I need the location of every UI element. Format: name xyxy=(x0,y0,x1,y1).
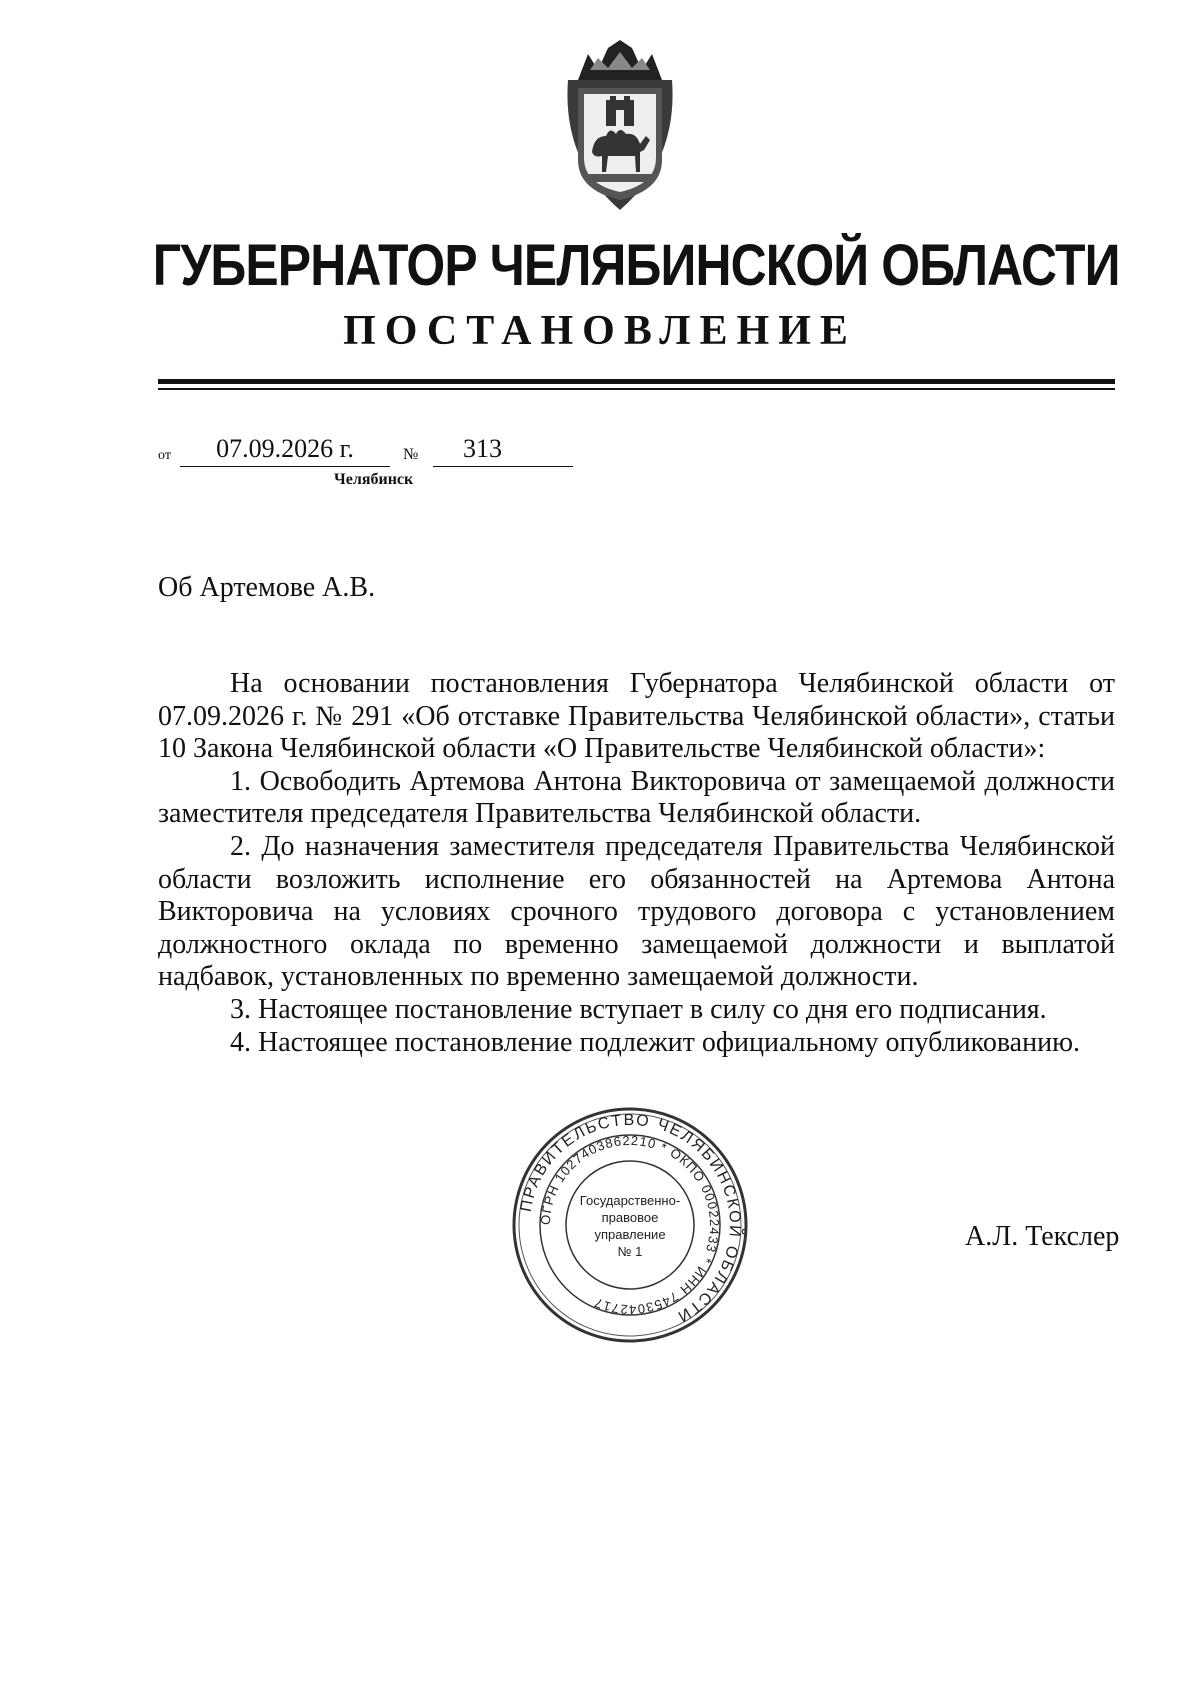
stamp-center-line: управление xyxy=(594,1227,666,1242)
stamp-middle-text: ОГРН 1027403862210 * ОКПО 00022433 * ИНН 7453042717 xyxy=(537,1132,723,1318)
header-rule-thin xyxy=(158,388,1115,390)
stamp-center-line: правовое xyxy=(601,1210,659,1225)
stamp-outer-text: ПРАВИТЕЛЬСТВО ЧЕЛЯБИНСКОЙ ОБЛАСТИ xyxy=(517,1111,744,1326)
header-rule-thick xyxy=(158,379,1115,384)
coat-of-arms-emblem xyxy=(560,40,680,218)
signatory-name: А.Л. Текслер xyxy=(965,1221,1120,1252)
stamp-center-line: № 1 xyxy=(617,1244,643,1259)
body-item: 4. Настоящее постановление подлежит официальному опубликованию. xyxy=(230,1026,1080,1058)
document-number: 313 xyxy=(433,432,573,467)
body-item: 2. До назначения заместителя председателя Правительства Челябинской области возложить исполнение его обязанностей на Артемова Антона Викторовича на условиях срочного трудового договора с установлением должностного оклада по временно замещаемой должности и выплатой надбавок, установленных по временно замещаемой должности. xyxy=(158,830,1115,993)
number-prefix: № xyxy=(403,446,419,463)
date-prefix: от xyxy=(158,448,171,463)
issuer-title: ГУБЕРНАТОР ЧЕЛЯБИНСКОЙ ОБЛАСТИ xyxy=(152,233,1120,298)
city: Челябинск xyxy=(334,471,414,488)
document-subject: Об Артемове А.В. xyxy=(158,572,376,603)
document-type: ПОСТАНОВЛЕНИЕ xyxy=(343,308,857,354)
body-item: 1. Освободить Артемова Антона Викторовича от замещаемой должности заместителя председателя Правительства Челябинской области. xyxy=(158,765,1115,830)
document-body xyxy=(158,668,1115,1059)
document-date: 07.09.2026 г. xyxy=(180,432,390,467)
official-stamp xyxy=(510,1105,750,1345)
stamp-center-line: Государственно- xyxy=(579,1193,681,1208)
body-item: 3. Настоящее постановление вступает в силу со дня его подписания. xyxy=(230,993,1047,1025)
body-preamble: На основании постановления Губернатора Челябинской области от 07.09.2026 г. № 291 «Об отставке Правительства Челябинской области», статьи 10 Закона Челябинской области «О Правительстве Челябинской области»: xyxy=(158,668,1115,765)
